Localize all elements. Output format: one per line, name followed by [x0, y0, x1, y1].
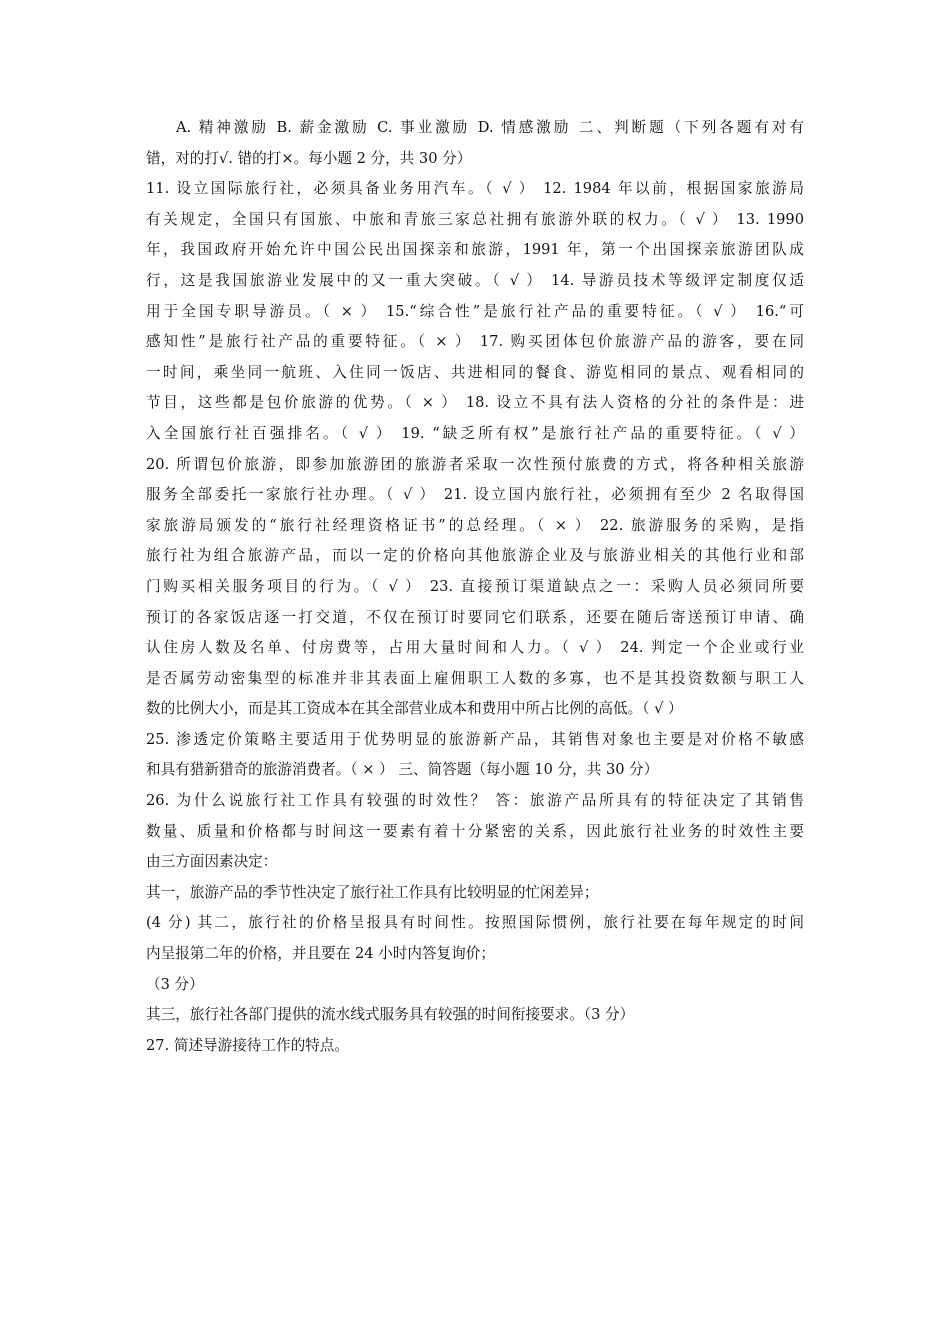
text-line: 数的比例大小，而是其工资成本在其全部营业成本和费用中所占比例的高低。（ √ ）	[146, 700, 683, 718]
text-line: 认住房人数及名单、付房费等，占用大量时间和人力。（ √ ） 24. 判定一个企业或行业	[146, 639, 804, 657]
text-line: A. 精神激励 B. 薪金激励 C. 事业激励 D. 情感激励 二、判断题（下列各题有对有	[176, 119, 804, 136]
text-line: 服务全部委托一家旅行社办理。（ √ ） 21. 设立国内旅行社，必须拥有至少 2 名取得国	[146, 486, 804, 504]
text-line: 11. 设立国际旅行社，必须具备业务用汽车。（ √ ） 12. 1984 年以前，根据国家旅游局	[146, 180, 804, 198]
text-line: (4 分) 其二，旅行社的价格呈报具有时间性。按照国际惯例，旅行社要在每年规定的时间	[146, 914, 804, 932]
text-line: 20. 所谓包价旅游，即参加旅游团的旅游者采取一次性预付旅费的方式，将各种相关旅游	[146, 455, 804, 473]
text-line: 错，对的打√. 错的打×。每小题 2 分，共 30 分）	[146, 149, 472, 167]
text-line: 26. 为什么说旅行社工作具有较强的时效性？ 答：旅游产品所具有的特征决定了其销售	[146, 792, 804, 810]
text-line: 入全国旅行社百强排名。（ √ ） 19. “缺乏所有权”是旅行社产品的重要特征。（ √ ）	[146, 424, 804, 442]
text-line: 内呈报第二年的价格，并且要在 24 小时内答复询价；	[146, 945, 495, 963]
text-line: 用于全国专职导游员。（ × ） 15.“综合性”是旅行社产品的重要特征。（ √ ） 16.“可	[146, 302, 804, 320]
text-line: 旅行社为组合旅游产品，而以一定的价格向其他旅游企业及与旅游业相关的其他行业和部	[146, 547, 804, 565]
text-line: 27. 简述导游接待工作的特点。	[146, 1036, 349, 1054]
text-line: （3 分）	[146, 975, 204, 993]
text-line: 由三方面因素决定：	[146, 853, 278, 871]
text-line: 是否属劳动密集型的标准并非其表面上雇佣职工人数的多寡，也不是其投资数额与职工人	[146, 669, 804, 687]
text-line: 预订的各家饭店逐一打交道，不仅在预订时要同它们联系，还要在随后寄送预订申请、确	[146, 608, 804, 626]
text-line: 其一，旅游产品的季节性决定了旅行社工作具有比较明显的忙闲差异；	[146, 883, 599, 901]
text-line: 行，这是我国旅游业发展中的又一重大突破。（ √ ） 14. 导游员技术等级评定制度仅适	[146, 271, 804, 289]
text-line: 有关规定，全国只有国旅、中旅和青旅三家总社拥有旅游外联的权力。（ √ ） 13. 1990	[146, 210, 804, 228]
text-line: 数量、质量和价格都与时间这一要素有着十分紧密的关系，因此旅行社业务的时效性主要	[146, 822, 804, 840]
text-line: 其三，旅行社各部门提供的流水线式服务具有较强的时间衔接要求。（3 分）	[146, 1006, 635, 1024]
text-line: 一时间，乘坐同一航班、入住同一饭店、共进相同的餐食、游览相同的景点、观看相同的	[146, 363, 804, 381]
text-line: 家旅游局颁发的“旅行社经理资格证书”的总经理。（ × ） 22. 旅游服务的采购，是指	[146, 516, 804, 534]
text-line: 年，我国政府开始允许中国公民出国探亲和旅游，1991 年，第一个出国探亲旅游团队成	[146, 241, 804, 259]
text-line: 节目，这些都是包价旅游的优势。（ × ） 18. 设立不具有法人资格的分社的条件是：进	[146, 394, 804, 412]
text-line: 门购买相关服务项目的行为。（ √ ） 23. 直接预订渠道缺点之一：采购人员必须同所要	[146, 577, 804, 595]
text-line: 和具有猎新猎奇的旅游消费者。（ × ） 三、简答题（每小题 10 分，共 30 分）	[146, 761, 659, 779]
text-line: 感知性”是旅行社产品的重要特征。（ × ） 17. 购买团体包价旅游产品的游客，要在同	[146, 333, 804, 351]
document-page	[146, 113, 804, 1061]
text-line: 25. 渗透定价策略主要适用于优势明显的旅游新产品，其销售对象也主要是对价格不敏感	[146, 730, 804, 748]
